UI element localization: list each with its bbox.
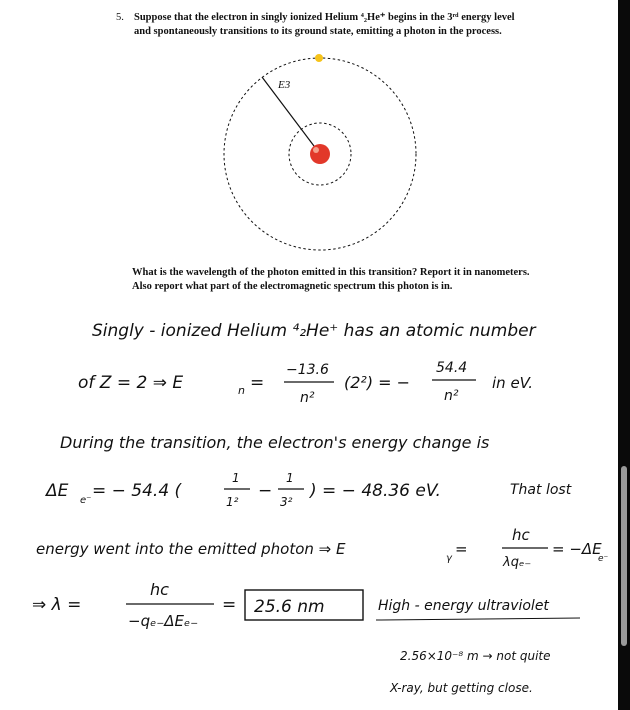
solution-line-2a: of Z = 2 ⇒ E: [78, 373, 184, 393]
fraction-5-numerator: hc: [512, 526, 530, 544]
solution-line-6b: =: [222, 595, 237, 615]
solution-line-4c: ) = − 48.36 eV.: [310, 481, 441, 501]
fraction-5-denominator: λqₑ₋: [503, 555, 532, 570]
solution-line-6a: ⇒ λ =: [32, 595, 82, 615]
solution-line-2c: (2²) = −: [344, 373, 411, 392]
solution-line-5b: =: [455, 540, 468, 558]
fraction-1-denominator: n²: [300, 390, 315, 406]
question-number: 5.: [116, 12, 124, 23]
svg-text:−: −: [258, 481, 273, 501]
solution-line-5-sub2: e⁻: [598, 554, 609, 564]
bohr-diagram: [0, 40, 618, 290]
nucleus: [310, 144, 330, 164]
solution-line-1: Singly - ionized Helium ⁴₂He⁺ has an atomic number: [92, 321, 536, 341]
handwritten-solution: [0, 300, 618, 700]
solution-line-4b: = − 54.4 (: [92, 481, 182, 501]
fraction-2-numerator: 54.4: [436, 360, 468, 376]
solution-line-2-sub: n: [238, 384, 245, 397]
fraction-6-numerator: hc: [150, 580, 169, 599]
solution-line-5c: = −ΔE: [552, 540, 602, 558]
answer-value: 25.6 nm: [254, 597, 325, 617]
solution-line-2d: in eV.: [492, 374, 533, 392]
orbit-label: E3: [278, 79, 291, 91]
solution-line-4a: ΔE: [46, 481, 69, 501]
solution-line-4d: That lost: [510, 482, 572, 498]
solution-line-3: During the transition, the electron's energy change is: [60, 433, 490, 452]
solution-line-2b: =: [250, 373, 265, 393]
solution-line-5a: energy went into the emitted photon ⇒ E: [36, 540, 346, 558]
radius-line: [262, 77, 320, 154]
solution-line-5-sub: γ: [446, 553, 452, 564]
solution-line-8: X-ray, but getting close.: [390, 681, 533, 695]
solution-line-7: 2.56×10⁻⁸ m → not quite: [400, 649, 551, 663]
scrollbar-track[interactable]: [618, 0, 630, 710]
fraction-3-denominator: 1²: [226, 495, 239, 509]
spectrum-underline: [376, 618, 580, 620]
fraction-4-numerator: 1: [286, 471, 294, 485]
prompt-line-1: What is the wavelength of the photon emitted in this transition? Report it in nanometers.: [132, 267, 530, 278]
nucleus-highlight: [313, 147, 319, 153]
electron: [315, 54, 323, 62]
question-line-1: Suppose that the electron in singly ionized Helium ⁴₂He⁺ begins in the 3ʳᵈ energy level: [134, 12, 515, 23]
solution-line-4-sub: e⁻: [80, 495, 92, 506]
fraction-4-denominator: 3²: [280, 495, 293, 509]
prompt: [132, 266, 530, 294]
scrollbar-thumb[interactable]: [621, 466, 627, 646]
spectrum-answer: High - energy ultraviolet: [378, 598, 549, 614]
question-line-2: and spontaneously transitions to its ground state, emitting a photon in the process.: [134, 26, 502, 37]
fraction-1-numerator: −13.6: [286, 362, 329, 378]
fraction-3-numerator: 1: [232, 471, 240, 485]
fraction-6-denominator: −qₑ₋ΔEₑ₋: [128, 612, 199, 630]
fraction-2-denominator: n²: [444, 388, 459, 404]
prompt-line-2: Also report what part of the electromagnetic spectrum this photon is in.: [132, 281, 453, 292]
